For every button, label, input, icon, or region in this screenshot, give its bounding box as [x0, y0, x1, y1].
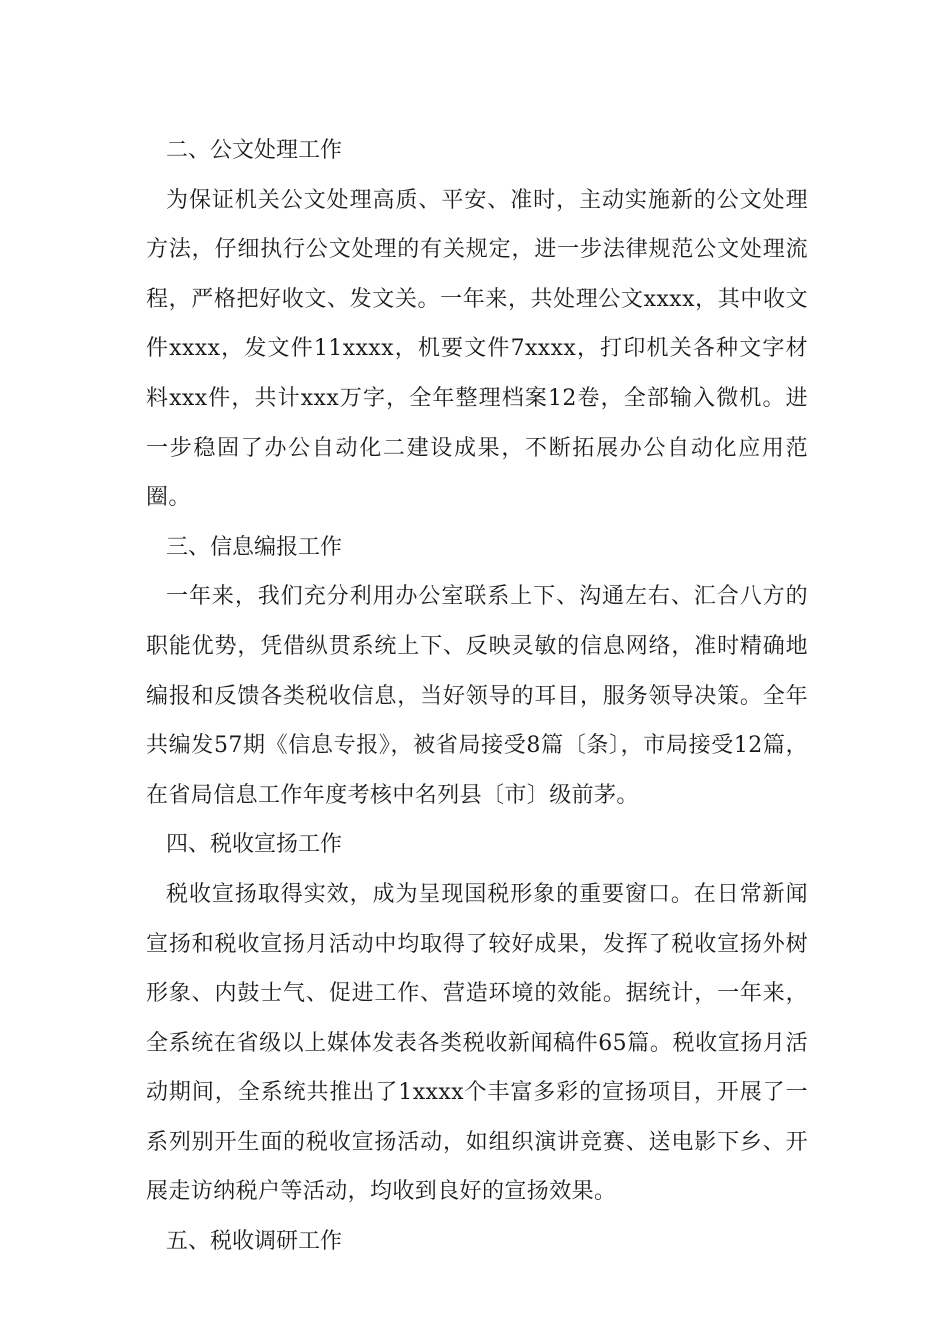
- section-paragraph: 一年来，我们充分利用办公室联系上下、沟通左右、汇合八方的职能优势，凭借纵贯系统上下、反映灵敏的信息网络，准时精确地编报和反馈各类税收信息，当好领导的耳目，服务领导决策。全年共编发57期《信息专报》，被省局接受8篇〔条〕，市局接受12篇，在省局信息工作年度考核中名列县〔市〕级前茅。: [146, 584, 808, 808]
- section-heading: 五、税收调研工作: [166, 1229, 343, 1255]
- section-heading: 四、税收宣扬工作: [166, 832, 343, 858]
- document-body: [146, 126, 808, 1267]
- section-heading: 三、信息编报工作: [166, 534, 343, 560]
- section-heading: 二、公文处理工作: [166, 138, 343, 163]
- section-paragraph: 为保证机关公文处理高质、平安、准时，主动实施新的公文处理方法，仔细执行公文处理的有关规定，进一步法律规范公文处理流程，严格把好收文、发文关。一年来，共处理公文xxxx，其中收文件xxxx，发文件11xxxx，机要文件7xxxx，打印机关各种文字材料xxx件，共计xxx万字，全年整理档案12卷，全部输入微机。进一步稳固了办公自动化二建设成果，不断拓展办公自动化应用范圈。: [146, 187, 808, 511]
- section-paragraph: 税收宣扬取得实效，成为呈现国税形象的重要窗口。在日常新闻宣扬和税收宣扬月活动中均取得了较好成果，发挥了税收宣扬外树形象、内鼓士气、促进工作、营造环境的效能。据统计，一年来，全系统在省级以上媒体发表各类税收新闻稿件65篇。税收宣扬月活动期间，全系统共推出了1xxxx个丰富多彩的宣扬项目，开展了一系列别开生面的税收宣扬活动，如组织演讲竞赛、送电影下乡、开展走访纳税户等活动，均收到良好的宣扬效果。: [146, 881, 808, 1205]
